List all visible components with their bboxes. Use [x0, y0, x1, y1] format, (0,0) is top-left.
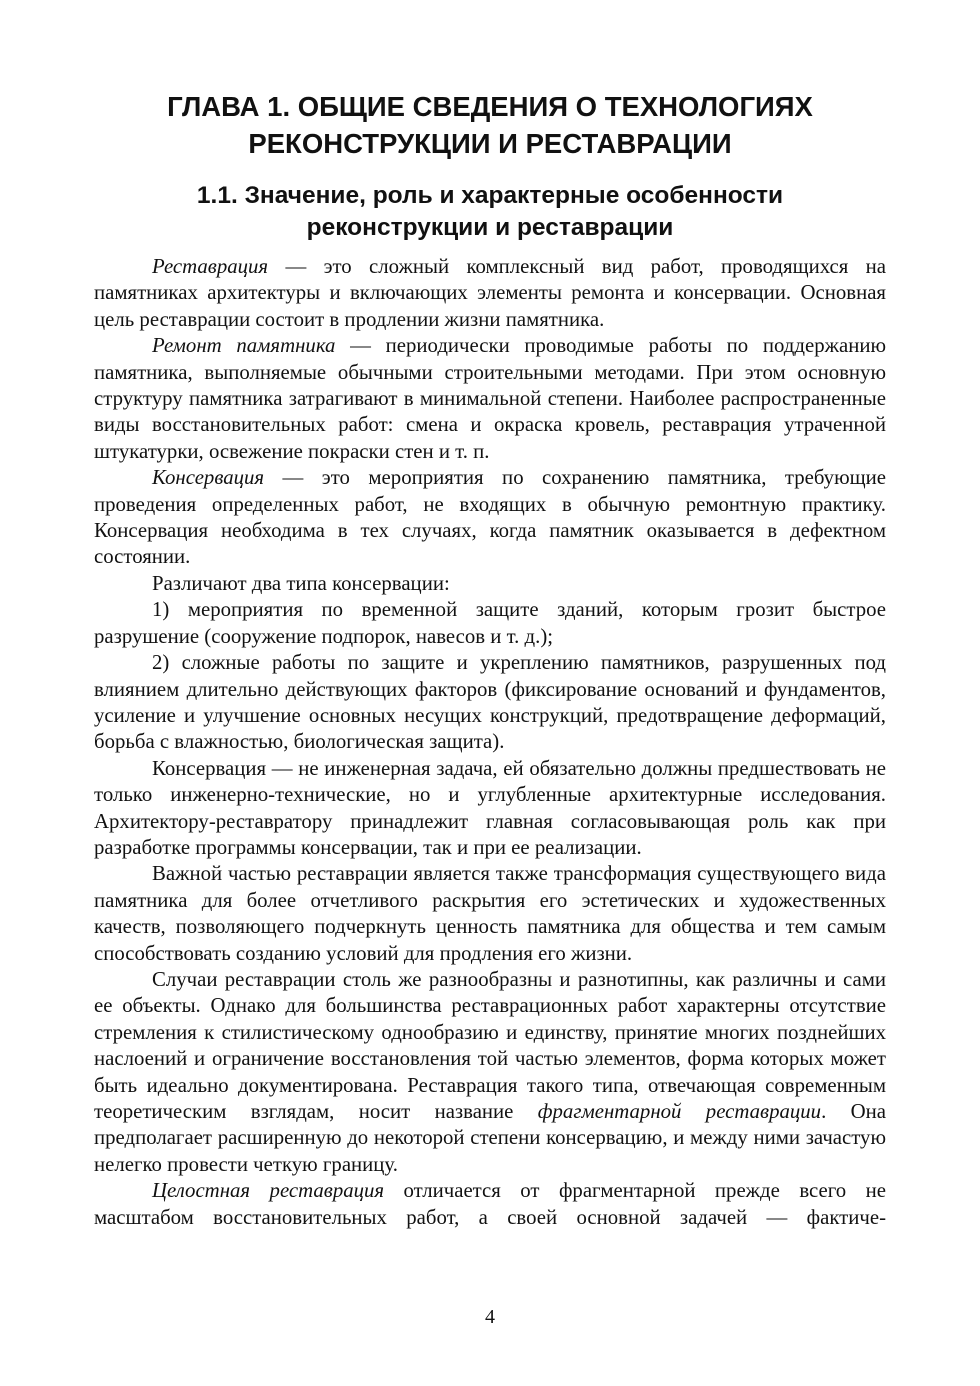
chapter-title: [94, 88, 886, 162]
chapter-title-line-1: ГЛАВА 1. ОБЩИЕ СВЕДЕНИЯ О ТЕХНОЛОГИЯХ: [167, 91, 813, 122]
paragraph-text: Случаи реставрации столь же разнообразны и разнотипны, как различны и сами ее объекты. Однако для большинства реставрационных работ характерны отсутствие стремления к стилистическому однообразию и единству, принятие многих позднейших наслоений и ограничение восстановления той частью элементов, форма которых может быть идеально документирована. Реставрация такого типа, отвечающая современным теоретическим взглядам, носит название: [94, 967, 886, 1123]
term-restoration: Реставрация: [152, 255, 269, 278]
paragraph-conservation-definition: [94, 465, 886, 571]
paragraph-restoration-cases: [94, 967, 886, 1178]
paragraph-text: — это сложный комплексный вид работ, проводящихся на памятниках архитектуры и включающих элементы ремонта и консервации. Основная цель реставрации состоит в продлении жизни памятника.: [94, 255, 886, 331]
term-fragmentary-restoration: фрагментарной реставрации: [537, 1100, 822, 1123]
chapter-title-line-2: РЕКОНСТРУКЦИИ И РЕСТАВРАЦИИ: [248, 128, 732, 159]
section-title-line-2: реконструкции и реставрации: [306, 214, 674, 241]
paragraph-conservation-task: Консервация — не инженерная задача, ей обязательно должны предшествовать не только инженерно-технические, но и углубленные архитектурные исследования. Архитектору-реставратору принадлежит главная согласовывающая роль как при разработке программы консервации, так и при ее реализации.: [94, 756, 886, 859]
paragraph-repair-definition: [94, 333, 886, 465]
paragraph-text: . Она предполагает расширенную до некоторой степени консервацию, и между ними зачастую нелегко провести четкую границу.: [94, 1100, 887, 1176]
body-text: [94, 254, 886, 1231]
paragraph-transformation: Важной частью реставрации является также трансформация существующего вида памятника для более отчетливого раскрытия его эстетических и художественных качеств, позволяющего подчеркнуть ценность памятника для общества и тем самым способствовать созданию условий для продления его жизни.: [94, 862, 886, 965]
document-page: [94, 88, 886, 1231]
term-monument-repair: Ремонт памятника: [152, 334, 336, 358]
paragraph-integral-restoration: [94, 1178, 886, 1231]
page-number: 4: [485, 1306, 495, 1328]
paragraph-text: отличается от фрагментарной прежде всего не масштабом восстановительных работ, а своей основной задачей — фактиче-: [94, 1179, 886, 1229]
list-item-2: 2) сложные работы по защите и укреплению памятников, разрушенных под влиянием длительно действующих факторов (фиксирование оснований и фундаментов, усиление и улучшение основных несущих конструкций, предотвращение деформаций, борьба с влажностью, биологическая защита).: [94, 651, 886, 754]
paragraph-text: — это мероприятия по сохранению памятника, требующие проведения определенных работ, не входящих в обычную ремонтную практику. Консервация необходима в тех случаях, когда памятник оказывается в дефектном состоянии.: [94, 466, 886, 569]
list-item-1: 1) мероприятия по временной защите зданий, которым грозит быстрое разрушение (сооружение подпорок, навесов и т. д.);: [94, 598, 886, 648]
paragraph-conservation-types-intro: Различают два типа консервации:: [152, 571, 450, 595]
term-integral-restoration: Целостная реставрация: [152, 1179, 385, 1203]
section-title-line-1: 1.1. Значение, роль и характерные особенности: [196, 182, 784, 209]
paragraph-text: — периодически проводимые работы по поддержанию памятника, выполняемые обычными строительными методами. При этом основную структуру памятника затрагивают в минимальной степени. Наиболее распространенные виды восстановительных работ: смена и окраска кровель, реставрация утраченной штукатурки, освежение покраски стен и т. п.: [94, 334, 886, 463]
section-title: [94, 180, 886, 244]
paragraph-restoration-definition: [94, 254, 886, 333]
term-conservation: Консервация: [152, 466, 265, 490]
